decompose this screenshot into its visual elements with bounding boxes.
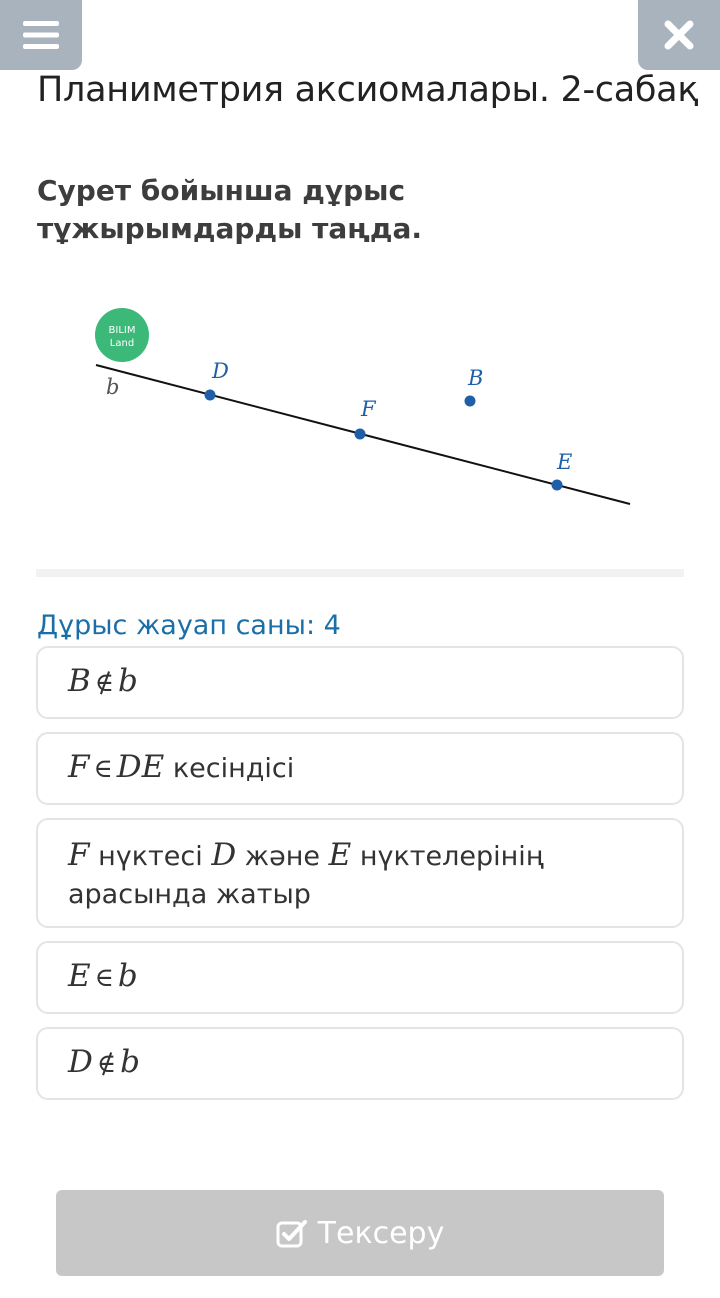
check-button-label: Тексеру bbox=[317, 1215, 445, 1251]
option-text: нүктесі bbox=[98, 841, 203, 872]
question-text: Сурет бойынша дұрыс тұжырымдарды таңда. bbox=[37, 174, 423, 245]
check-button[interactable] bbox=[56, 1190, 664, 1276]
checkbox-check-icon bbox=[276, 1218, 308, 1248]
point-f bbox=[355, 429, 366, 440]
point-f-label: F bbox=[361, 397, 376, 421]
hamburger-menu-icon bbox=[21, 19, 61, 51]
math-var: F bbox=[68, 749, 90, 785]
line-label-b: b bbox=[106, 375, 120, 399]
option-text: кесіндісі bbox=[172, 753, 295, 784]
answer-option-1[interactable] bbox=[36, 646, 684, 719]
close-x-icon bbox=[663, 19, 695, 51]
math-var: B bbox=[68, 663, 91, 699]
geometry-figure bbox=[0, 300, 720, 530]
point-b bbox=[465, 396, 476, 407]
math-var: E bbox=[328, 837, 352, 873]
answer-option-5[interactable] bbox=[36, 1027, 684, 1100]
point-e bbox=[552, 480, 563, 491]
logo-line2: Land bbox=[109, 338, 135, 349]
correct-answer-count: Дұрыс жауап саны: 4 bbox=[37, 610, 341, 641]
math-symbol: ∉ bbox=[94, 668, 115, 698]
answer-option-4[interactable] bbox=[36, 941, 684, 1014]
math-symbol: ∈ bbox=[93, 754, 113, 784]
option-text: арасында жатыр bbox=[68, 879, 311, 910]
math-var: D bbox=[68, 1044, 93, 1080]
page-title: Планиметрия аксиомалары. 2-сабақ bbox=[37, 70, 699, 110]
menu-button[interactable] bbox=[0, 0, 82, 70]
point-d bbox=[205, 390, 216, 401]
answer-options bbox=[36, 646, 684, 1113]
math-var: F bbox=[68, 837, 90, 873]
option-text: және bbox=[244, 841, 320, 872]
math-symbol: ∉ bbox=[96, 1049, 117, 1079]
close-button[interactable] bbox=[638, 0, 720, 70]
logo-line1: BILIM bbox=[108, 325, 136, 336]
math-symbol: ∈ bbox=[94, 963, 114, 993]
point-b-label: B bbox=[468, 366, 484, 390]
math-var: b bbox=[118, 663, 138, 699]
math-var: b bbox=[117, 958, 138, 994]
math-var: DE bbox=[116, 749, 165, 785]
math-var: b bbox=[120, 1044, 140, 1080]
bilimland-logo bbox=[95, 308, 149, 362]
answer-option-3[interactable] bbox=[36, 818, 684, 928]
answer-option-2[interactable] bbox=[36, 732, 684, 805]
section-divider bbox=[36, 569, 684, 577]
point-d-label: D bbox=[212, 359, 229, 383]
point-e-label: E bbox=[557, 450, 573, 474]
math-var: D bbox=[211, 837, 237, 873]
option-text: нүктелерінің bbox=[359, 841, 544, 872]
math-var: E bbox=[68, 958, 91, 994]
